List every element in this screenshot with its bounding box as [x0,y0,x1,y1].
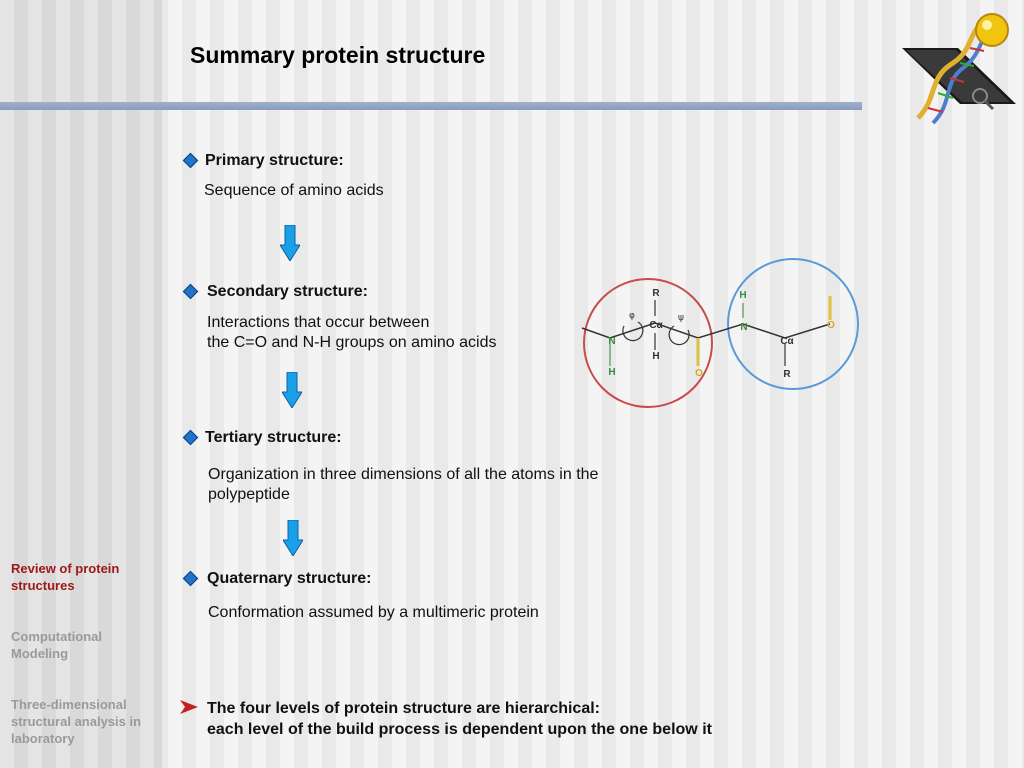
n-left-label: N [608,336,616,347]
down-arrow-icon [283,520,303,556]
psi-label: ψ [678,313,684,323]
dna-helix-logo-icon [898,8,1020,134]
down-arrow-icon [282,372,302,408]
primary-structure-heading: Primary structure: [205,152,344,169]
sidebar-item-computational-modeling[interactable]: Computational Modeling [11,629,102,661]
secondary-structure-text-line2: the C=O and N-H groups on amino acids [207,334,497,351]
residue-circle-red [584,279,712,407]
bullet-diamond-icon [183,153,199,169]
slide-title: Summary protein structure [190,42,486,68]
quaternary-structure-heading: Quaternary structure: [207,570,372,587]
down-arrow-icon [280,225,300,261]
red-arrow-bullet-icon [180,698,198,716]
secondary-structure-text-line1: Interactions that occur between [207,314,430,331]
sidebar-item-review-protein-structures[interactable]: Review of protein structures [11,561,120,593]
ca-right-label: Cα [780,336,794,347]
tertiary-structure-heading: Tertiary structure: [205,429,342,446]
conclusion-line1: The four levels of protein structure are hierarchical: [207,700,600,717]
o-left-label: O [695,368,703,379]
tertiary-structure-text-line1: Organization in three dimensions of all the atoms in the [208,466,599,483]
tertiary-structure-text-line2: polypeptide [208,486,290,503]
bullet-diamond-icon [183,284,199,300]
bullet-diamond-icon [183,430,199,446]
secondary-structure-heading: Secondary structure: [207,283,368,300]
phi-label: φ [629,311,635,321]
conclusion-line2: each level of the build process is dependent upon the one below it [207,721,712,738]
r-bottom-label: R [783,369,791,380]
sidebar-item-three-dimensional-analysis[interactable]: Three-dimensional structural analysis in laboratory [11,697,142,746]
conclusion-text [207,698,712,740]
n-right-label: N [740,322,748,333]
ca-left-label: Cα [649,320,663,331]
quaternary-structure-text: Conformation assumed by a multimeric protein [208,604,539,621]
h-bottom-label: H [652,351,660,362]
peptide-bond-diagram [580,258,865,413]
h-left-label: H [608,367,616,378]
bullet-diamond-icon [183,571,199,587]
title-underline-band [0,102,862,110]
primary-structure-text: Sequence of amino acids [204,182,384,199]
r-top-label: R [652,288,660,299]
h-right-label: H [739,290,747,301]
o-right-label: O [827,320,835,331]
